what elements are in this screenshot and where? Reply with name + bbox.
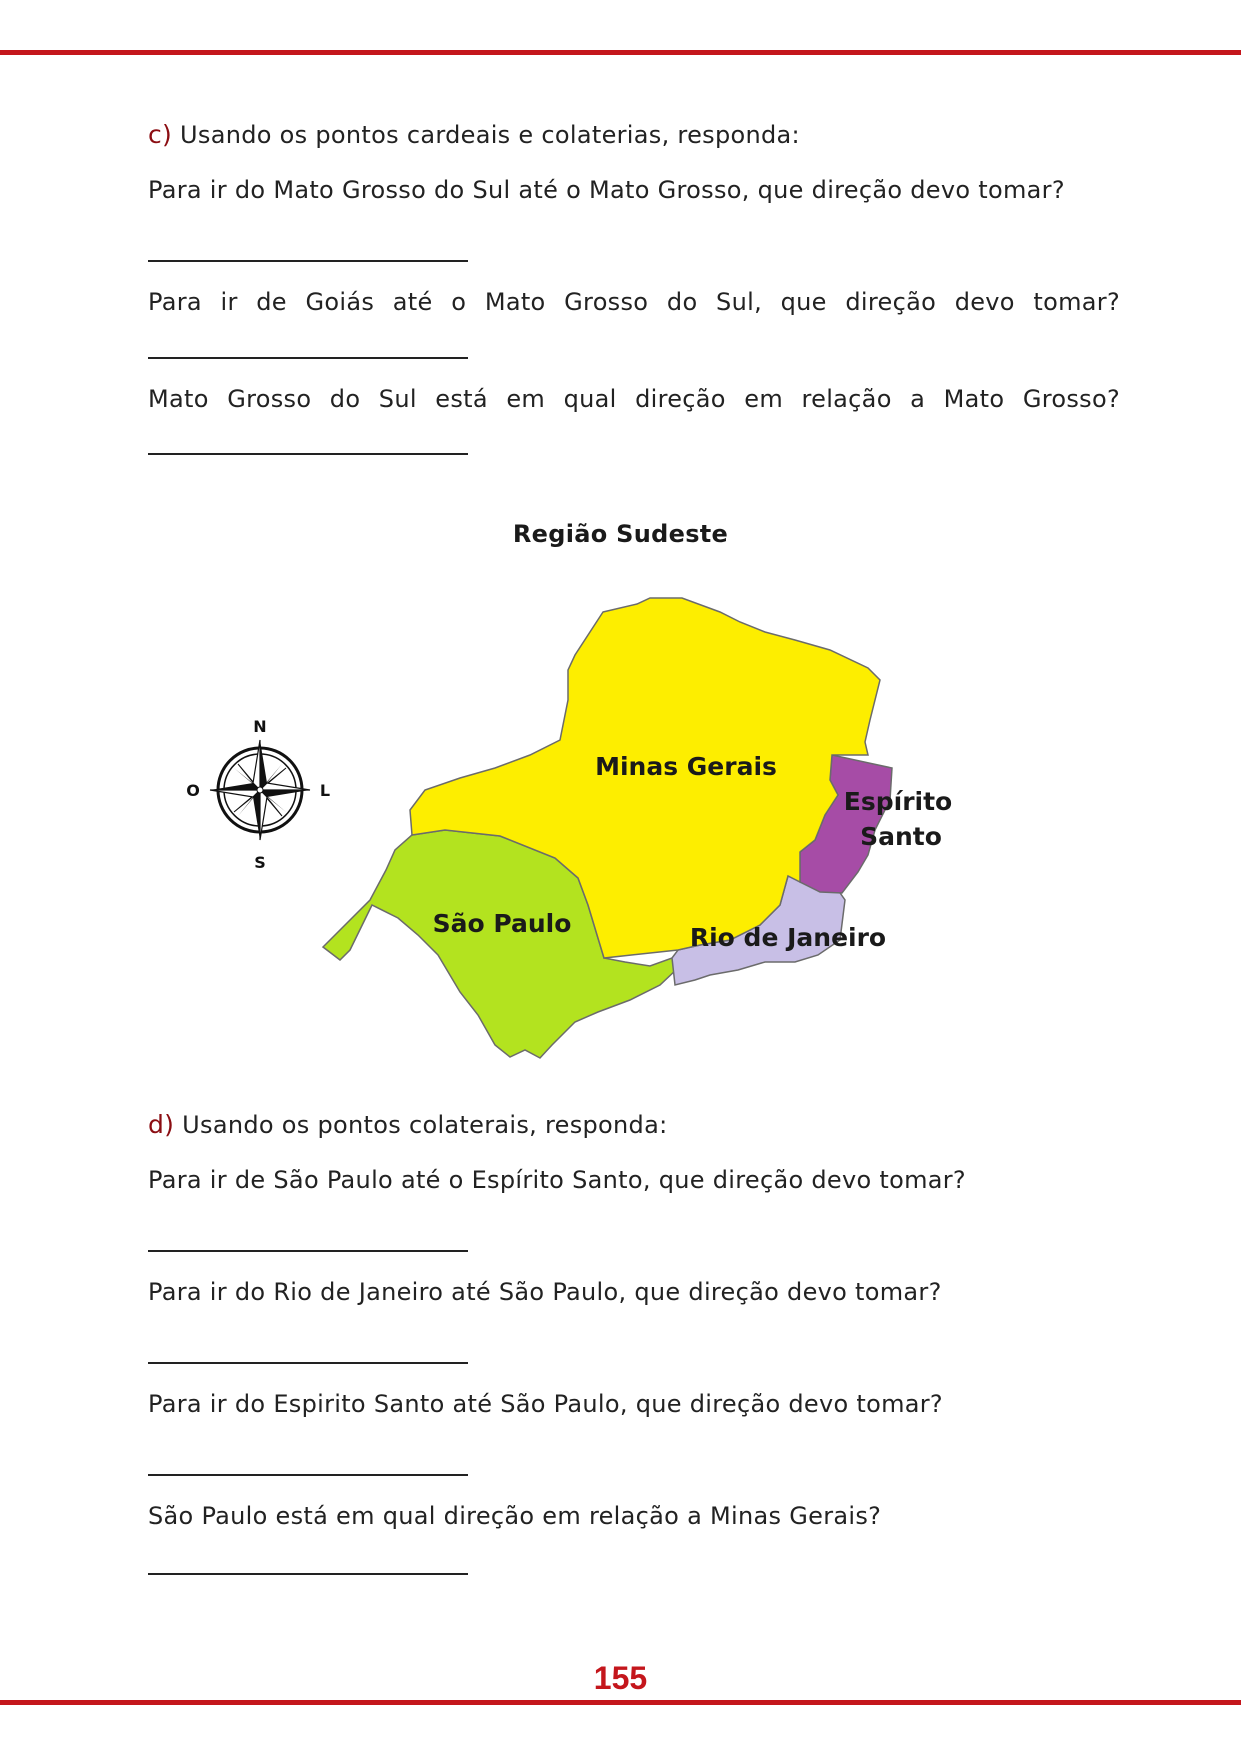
question-c1: Para ir do Mato Grosso do Sul até o Mato Grosso, que direção devo tomar?: [148, 176, 1065, 204]
answer-line-c2[interactable]: [148, 357, 468, 359]
answer-line-c1[interactable]: [148, 260, 468, 262]
top-rule: [0, 50, 1241, 55]
answer-line-d1[interactable]: [148, 1250, 468, 1252]
answer-line-d2[interactable]: [148, 1362, 468, 1364]
label-espirito-santo-1: Espírito: [843, 787, 953, 816]
section-d-letter: d): [148, 1110, 175, 1139]
compass-south: S: [254, 853, 266, 872]
section-d-prompt-text: Usando os pontos colaterais, responda:: [182, 1111, 668, 1139]
question-d1: Para ir de São Paulo até o Espírito Santo, que direção devo tomar?: [148, 1166, 966, 1194]
question-d2: Para ir do Rio de Janeiro até São Paulo, que direção devo tomar?: [148, 1278, 942, 1306]
label-rio-de-janeiro: Rio de Janeiro: [689, 923, 887, 952]
label-sao-paulo: São Paulo: [432, 909, 572, 938]
compass-west: O: [186, 781, 200, 800]
question-c2: Para ir de Goiás até o Mato Grosso do Sul, que direção devo tomar?: [148, 288, 1120, 316]
question-d4: São Paulo está em qual direção em relação a Minas Gerais?: [148, 1502, 882, 1530]
question-d3: Para ir do Espirito Santo até São Paulo, que direção devo tomar?: [148, 1390, 943, 1418]
bottom-rule: [0, 1700, 1241, 1705]
label-espirito-santo-2: Santo: [860, 822, 942, 851]
answer-line-d4[interactable]: [148, 1573, 468, 1575]
section-d-prompt: [148, 1110, 667, 1139]
question-c3: Mato Grosso do Sul está em qual direção em relação a Mato Grosso?: [148, 385, 1120, 413]
page-number: 155: [593, 1660, 648, 1696]
compass-north: N: [253, 717, 267, 736]
answer-line-c3[interactable]: [148, 453, 468, 455]
label-minas-gerais: Minas Gerais: [595, 752, 777, 781]
southeast-region-map: [170, 580, 970, 1070]
compass-rose-icon: [210, 740, 310, 840]
compass-east: L: [319, 781, 331, 800]
section-c-prompt: [148, 120, 800, 149]
answer-line-d3[interactable]: [148, 1474, 468, 1476]
section-c-letter: c): [148, 120, 173, 149]
section-c-prompt-text: Usando os pontos cardeais e colaterias, responda:: [180, 121, 800, 149]
map-title: Região Sudeste: [512, 520, 729, 548]
